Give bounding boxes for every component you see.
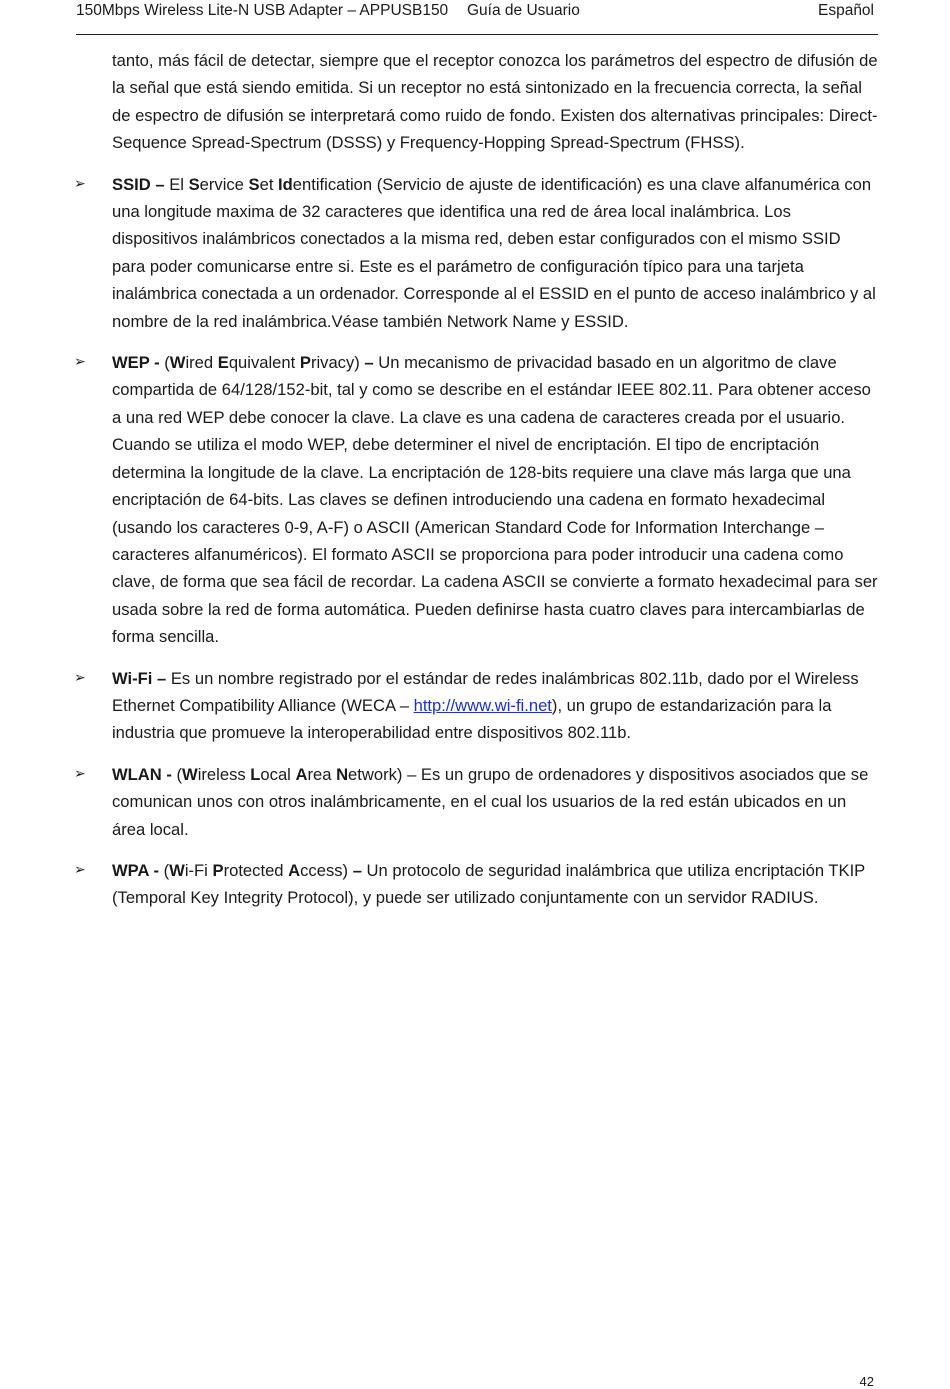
arrow-bullet-icon: ➢ [74, 354, 86, 371]
entry-term: Wi-Fi [112, 668, 153, 688]
entry-text: WLAN - (Wireless Local Area Network) – Es un grupo de ordenadores y dispositivos asociados que se comunican unos con otros inalámbricamente, en el cual los usuarios de la red están ubicados en un área local. [112, 764, 869, 839]
header-language: Español [817, 2, 874, 19]
arrow-bullet-icon: ➢ [74, 175, 86, 192]
header-guide-title: Guía de Usuario [467, 2, 580, 19]
glossary-entry-wifi [74, 665, 878, 747]
glossary-content [74, 47, 878, 926]
entry-definition: Un mecanismo de privacidad basado en un algoritmo de clave compartida de 64/128/152-bit, tal y como se describe en el estándar IEEE 802.11. Para obtener acceso a una red WEP debe conocer la clave. La clave es una cadena de caracteres creada por el usuario. Cuando se utiliza el modo WEP, debe determiner el nivel de encriptación. El tipo de encriptación determina la longitude de la clave. La encriptación de 128-bits requiere una clave más larga que una encriptación de 64-bits. Las claves se definen introduciendo una cadena en formato hexadecimal (usando los caracteres 0-9, A-F) o ASCII (American Standard Code for Information Interchange – caracteres alfanuméricos). El formato ASCII se proporciona para poder introducir una cadena como clave, de forma que sea fácil de recordar. La cadena ASCII se convierte a formato hexadecimal para ser usada sobre la red de forma automática. Pueden definirse hasta cuatro claves para intercambiarlas de forma sencilla. [112, 353, 878, 647]
arrow-bullet-icon: ➢ [74, 669, 86, 686]
glossary-entry-ssid [74, 171, 878, 335]
glossary-entry-wpa [74, 857, 878, 912]
entry-definition: (Servicio de ajuste de identificación) es una clave alfanumérica con una longitude maxima de 32 caracteres que identifica una red de área local inalámbrica. Los dispositivos inalámbricos conectados a la misma red, deben estar configurados con el mismo SSID para poder comunicarse entre si. Este es el parámetro de configuración típico para una tarjeta inalámbrica conectada a un ordenador. Corresponde al el ESSID en el punto de acceso inalámbrico y al nombre de la red inalámbrica.Véase también Network Name y ESSID. [112, 174, 876, 331]
wifi-alliance-link[interactable]: http://www.wi-fi.net [413, 695, 552, 715]
entry-term: WEP - [112, 353, 165, 373]
entry-text: Wi-Fi – Es un nombre registrado por el estándar de redes inalámbricas 802.11b, dado por el Wireless Ethernet Compatibility Alliance (WECA – http://www.wi-fi.net), un grupo de estandarización para la industria que promueve la interoperabilidad entre dispositivos 802.11b. [112, 668, 859, 743]
entry-definition: Es un grupo de ordenadores y dispositivos asociados que se comunican unos con otros inalámbricamente, en el cual los usuarios de la red están ubicados en un área local. [112, 764, 869, 839]
entry-text: WEP - (Wired Equivalent Privacy) – Un mecanismo de privacidad basado en un algoritmo de clave compartida de 64/128/152-bit, tal y como se describe en el estándar IEEE 802.11. Para obtener acceso a una red WEP debe conocer la clave. La clave es una cadena de caracteres creada por el usuario. Cuando se utiliza el modo WEP, debe determiner el nivel de encriptación. El tipo de encriptación determina la longitude de la clave. La encriptación de 128-bits requiere una clave más larga que una encriptación de 64-bits. Las claves se definen introduciendo una cadena en formato hexadecimal (usando los caracteres 0-9, A-F) o ASCII (American Standard Code for Information Interchange – caracteres alfanuméricos). El formato ASCII se proporciona para poder introducir una cadena como clave, de forma que sea fácil de recordar. La cadena ASCII se convierte a formato hexadecimal para ser usada sobre la red de forma automática. Pueden definirse hasta cuatro claves para intercambiarlas de forma sencilla. [112, 353, 878, 647]
arrow-bullet-icon: ➢ [74, 765, 86, 782]
entry-definition: Es un nombre registrado por el estándar de redes inalámbricas 802.11b, dado por el Wireless Ethernet Compatibility Alliance (WECA – [112, 668, 859, 715]
entry-text: WPA - (Wi-Fi Protected Access) – Un protocolo de seguridad inalámbrica que utiliza encriptación TKIP (Temporal Key Integrity Protocol), y puede ser utilizado conjuntamente con un servidor RADIUS. [112, 860, 865, 908]
page-number: 42 [859, 1374, 874, 1389]
glossary-entry-wlan [74, 761, 878, 843]
entry-term: WLAN - [112, 764, 177, 784]
entry-definition: Un protocolo de seguridad inalámbrica que utiliza encriptación TKIP (Temporal Key Integrity Protocol), y puede ser utilizado conjuntamente con un servidor RADIUS. [112, 860, 865, 908]
entry-term: WPA - [112, 860, 164, 880]
entry-text: SSID – El Service Set Identification (Servicio de ajuste de identificación) es una clave alfanumérica con una longitude maxima de 32 caracteres que identifica una red de área local inalámbrica. Los dispositivos inalámbricos conectados a la misma red, deben estar configurados con el mismo SSID para poder comunicarse entre si. Este es el parámetro de configuración típico para una tarjeta inalámbrica conectada a un ordenador. Corresponde al el ESSID en el punto de acceso inalámbrico y al nombre de la red inalámbrica.Véase también Network Name y ESSID. [112, 174, 876, 331]
entry-term: SSID [112, 174, 151, 194]
arrow-bullet-icon: ➢ [74, 861, 86, 878]
glossary-entry-wep [74, 349, 878, 650]
page-header [76, 0, 878, 35]
header-product-title: 150Mbps Wireless Lite-N USB Adapter – APPUSB150 [76, 2, 449, 19]
intro-paragraph: tanto, más fácil de detectar, siempre que el receptor conozca los parámetros del espectro de difusión de la señal que está siendo emitida. Si un receptor no está sintonizado en la frecuencia correcta, la señal de espectro de difusión se interpretará como ruido de fondo. Existen dos alternativas principales: Direct-Sequence Spread-Spectrum (DSSS) y Frequency-Hopping Spread-Spectrum (FHSS). [112, 51, 878, 153]
